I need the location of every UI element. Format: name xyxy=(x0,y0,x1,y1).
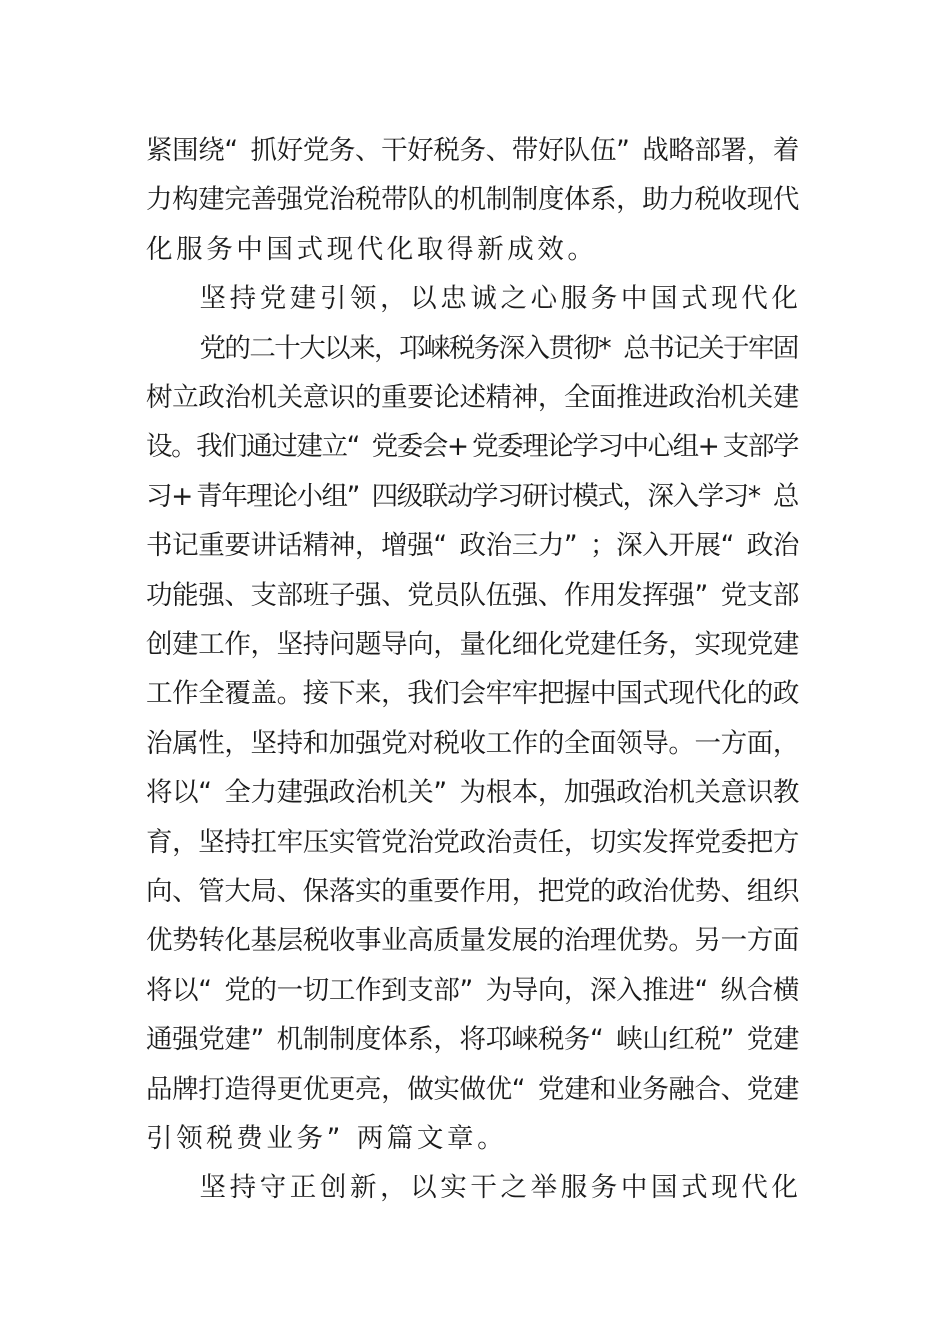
paragraph-line: 向 、 管 大 局 、 保 落 实 的 重 要 作 用 ， 把 党 的 政 治 优 势 、 组 织 xyxy=(146,876,800,907)
paragraph-line: 将 以 “ 党 的 一 切 工 作 到 支 部 ” 为 导 向 ， 深 入 推 进 “ 纵 合 横 xyxy=(146,974,800,1006)
paragraph-line: 优 势 转 化 基 层 税 收 事 业 高 质 量 发 展 的 治 理 优 势 。 另 一 方 面 xyxy=(146,925,800,957)
paragraph-line: 树 立 政 治 机 关 意 识 的 重 要 论 述 精 神 ， 全 面 推 进 政 治 机 关 建 xyxy=(146,382,800,413)
paragraph-line: 功 能 强 、 支 部 班 子 强 、 党 员 队 伍 强 、 作 用 发 挥 强 ” 党 支 部 xyxy=(146,579,800,611)
paragraph-line: 工 作 全 覆 盖 。 接 下 来 ， 我 们 会 牢 牢 把 握 中 国 式 现 代 化 的 政 xyxy=(146,678,800,710)
paragraph-line: 习 + 青 年 理 论 小 组 ” 四 级 联 动 学 习 研 讨 模 式 ， 深 入 学 习 * 总 xyxy=(146,480,800,512)
section-heading: 坚 持 守 正 创 新 ， 以 实 干 之 举 服 务 中 国 式 现 代 化 xyxy=(199,1172,798,1204)
paragraph-line: 创 建 工 作 ， 坚 持 问 题 导 向 ， 量 化 细 化 党 建 任 务 ， 实 现 党 建 xyxy=(146,629,800,660)
paragraph-line: 育 ， 坚 持 扛 牢 压 实 管 党 治 党 政 治 责 任 ， 切 实 发 挥 党 委 把 方 xyxy=(146,826,800,858)
paragraph-line: 设 。 我 们 通 过 建 立 “ 党 委 会 + 党 委 理 论 学 习 中 心 组 + 支 部 学 xyxy=(146,431,800,463)
paragraph-line: 引 领 税 费 业 务 ” 两 篇 文 章 。 xyxy=(146,1123,504,1154)
paragraph-line: 化 服 务 中 国 式 现 代 化 取 得 新 成 效 。 xyxy=(146,233,594,265)
paragraph-line: 通 强 党 建 ” 机 制 制 度 体 系 ， 将 邛 崃 税 务 “ 峡 山 红 税 ” 党 建 xyxy=(146,1024,800,1056)
paragraph-line: 党 的 二 十 大 以 来 ， 邛 崃 税 务 深 入 贯 彻 * 总 书 记 关 于 牢 固 xyxy=(199,332,800,364)
paragraph-line: 治 属 性 ， 坚 持 和 加 强 党 对 税 收 工 作 的 全 面 领 导 。 一 方 面 ， xyxy=(146,727,800,759)
paragraph-line: 力 构 建 完 善 强 党 治 税 带 队 的 机 制 制 度 体 系 ， 助 力 税 收 现 代 xyxy=(146,184,800,216)
section-heading: 坚 持 党 建 引 领 ， 以 忠 诚 之 心 服 务 中 国 式 现 代 化 xyxy=(199,283,798,315)
paragraph-line: 将 以 “ 全 力 建 强 政 治 机 关 ” 为 根 本 ， 加 强 政 治 机 关 意 识 教 xyxy=(146,777,800,809)
paragraph-line: 品 牌 打 造 得 更 优 更 亮 ， 做 实 做 优 “ 党 建 和 业 务 融 合 、 党 建 xyxy=(146,1073,800,1105)
paragraph-line: 书 记 重 要 讲 话 精 神 ， 增 强 “ 政 治 三 力 ” ； 深 入 开 展 “ 政 治 xyxy=(146,530,800,562)
paragraph-line: 紧 围 绕 “ 抓 好 党 务 、 干 好 税 务 、 带 好 队 伍 ” 战 略 部 署 ， 着 xyxy=(146,135,800,166)
